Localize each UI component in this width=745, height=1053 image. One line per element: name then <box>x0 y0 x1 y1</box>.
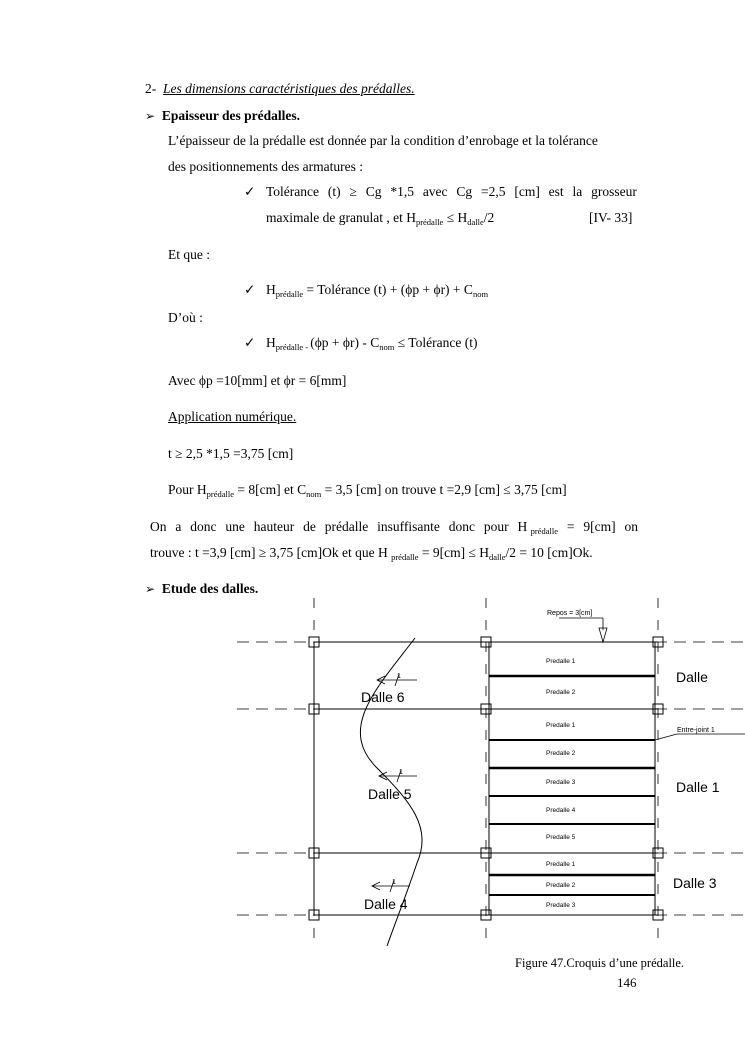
intro-line-1: L’épaisseur de la prédalle est donnée par la condition d’enrobage et la tolérance <box>168 133 598 148</box>
span-mark: 1 <box>392 879 396 886</box>
repos-label: Repos = 3[cm] <box>547 610 593 617</box>
word: avec <box>422 184 448 199</box>
pour-b: = 8[cm] et C <box>234 482 307 497</box>
sub-nom: nom <box>379 342 395 352</box>
predalle-label: Predalle 2 <box>546 882 576 889</box>
donc-line-2 <box>150 545 593 565</box>
check-icon: ✓ <box>244 282 256 297</box>
word: hauteur <box>253 519 295 534</box>
check-icon: ✓ <box>244 184 256 199</box>
pour-c: = 3,5 [cm] on trouve t =2,9 [cm] ≤ 3,75 [cm] <box>321 482 567 497</box>
tol-leq: ≤ H <box>443 210 468 225</box>
word: de <box>303 519 316 534</box>
sub-predalle: prédalle <box>206 489 235 499</box>
figure-caption: Figure 47.Croquis d’une prédalle. <box>515 956 685 970</box>
formula-1 <box>266 282 488 302</box>
tol-post: /2 <box>483 210 495 225</box>
et-que: Et que : <box>168 247 210 262</box>
sub-predalle: prédalle <box>530 526 558 536</box>
sub-nom: nom <box>306 489 322 499</box>
word: = <box>566 519 575 534</box>
dalle-label: Dalle 1 <box>676 779 720 795</box>
predalle-label: Predalle 3 <box>546 779 576 786</box>
word: Cg <box>456 184 473 199</box>
word: On <box>150 519 167 534</box>
epaisseur-title: Epaisseur des prédalles. <box>161 108 300 123</box>
sub-predalle: prédalle <box>415 217 444 227</box>
word: 9[cm] <box>583 519 616 534</box>
sub-dalle: dalle <box>488 552 506 562</box>
reference-number: [IV- 33] <box>589 210 633 225</box>
word: *1,5 <box>390 184 414 199</box>
arrow-bullet-icon: ➢ <box>145 582 156 596</box>
predalle-label: Predalle 2 <box>546 750 576 757</box>
span-arrow-icon <box>372 880 410 892</box>
section-heading <box>145 81 415 97</box>
predalle-label: Predalle 1 <box>546 658 576 665</box>
word: ≥ <box>349 184 357 199</box>
f2-post: ≤ Tolérance (t) <box>394 335 478 350</box>
word: Cg <box>365 184 382 199</box>
predalle-label: Predalle 2 <box>546 689 576 696</box>
word: donc <box>448 519 475 534</box>
check-icon: ✓ <box>244 335 256 350</box>
word: on <box>624 519 638 534</box>
word: donc <box>190 519 217 534</box>
word: =2,5 <box>481 184 506 199</box>
dou: D’où : <box>168 310 203 325</box>
tolerance-line-1 <box>266 184 637 200</box>
entre-joint-label: Entre-joint 1 <box>677 727 715 734</box>
section-title: Les dimensions caractéristiques des prédalles. <box>163 81 415 96</box>
span-mark: 1 <box>397 673 401 680</box>
donc2-b: = 9[cm] ≤ H <box>418 545 489 560</box>
word: [cm] <box>514 184 540 199</box>
pour-line <box>168 482 567 502</box>
predalle-label: Predalle 5 <box>546 834 576 841</box>
donc2-a: trouve : t =3,9 [cm] ≥ 3,75 [cm]Ok et que H <box>150 545 392 560</box>
word: pour <box>483 519 509 534</box>
word-h-predalle: H $_{prédalle}$ <box>517 519 558 536</box>
word: a <box>175 519 182 534</box>
word: Tolérance <box>266 184 320 199</box>
f1-text: = Tolérance (t) + (ϕp + ϕr) + C <box>303 282 473 297</box>
span-arrow-icon <box>379 770 417 782</box>
etude-title: Etude des dalles. <box>161 581 259 596</box>
word: (t) <box>327 184 341 199</box>
sub-predalle: prédalle <box>391 552 419 562</box>
donc-line-1 <box>150 519 638 539</box>
f2-mid: (ϕp + ϕr) - C <box>310 335 380 350</box>
f2-h: H <box>266 335 276 350</box>
dalle-label: Dalle 5 <box>368 786 412 802</box>
predalle-label: Predalle 4 <box>546 807 576 814</box>
sub-predalle-minus: prédalle - <box>275 342 311 352</box>
sub-dalle: dalle <box>467 217 484 227</box>
pour-a: Pour H <box>168 482 207 497</box>
dalle-label: Dalle 4 <box>364 896 408 912</box>
word: insuffisante <box>377 519 440 534</box>
f1-h: H <box>266 282 276 297</box>
etude-heading <box>145 581 258 597</box>
epaisseur-heading <box>145 108 300 124</box>
word: une <box>225 519 245 534</box>
word: est <box>548 184 564 199</box>
application-title: Application numérique. <box>168 409 297 424</box>
formula-2 <box>266 335 477 355</box>
word: grosseur <box>591 184 637 199</box>
word: prédalle <box>324 519 369 534</box>
dalle-label: Dalle <box>676 669 708 685</box>
predalle-sketch <box>237 598 745 946</box>
page-number: 146 <box>617 975 637 990</box>
word: la <box>572 184 583 199</box>
sub-predalle: prédalle <box>275 289 304 299</box>
repos-arrow-icon <box>599 628 607 642</box>
sub-nom: nom <box>472 289 489 299</box>
t-line: t ≥ 2,5 *1,5 =3,75 [cm] <box>168 446 294 461</box>
arrow-bullet-icon: ➢ <box>145 109 156 123</box>
predalle-label: Predalle 1 <box>546 722 576 729</box>
intro-line-2: des positionnements des armatures : <box>168 159 363 174</box>
tol-text: maximale de granulat , et H <box>266 210 416 225</box>
donc2-c: /2 = 10 [cm]Ok. <box>505 545 593 560</box>
predalle-label: Predalle 3 <box>546 902 576 909</box>
dalle-label: Dalle 3 <box>673 875 717 891</box>
dalle-label: Dalle 6 <box>361 689 405 705</box>
span-mark: 1 <box>399 769 403 776</box>
tolerance-line-2 <box>266 210 494 230</box>
section-number: 2- <box>145 81 157 96</box>
avec-line: Avec ϕp =10[mm] et ϕr = 6[mm] <box>168 373 347 388</box>
predalle-label: Predalle 1 <box>546 861 576 868</box>
